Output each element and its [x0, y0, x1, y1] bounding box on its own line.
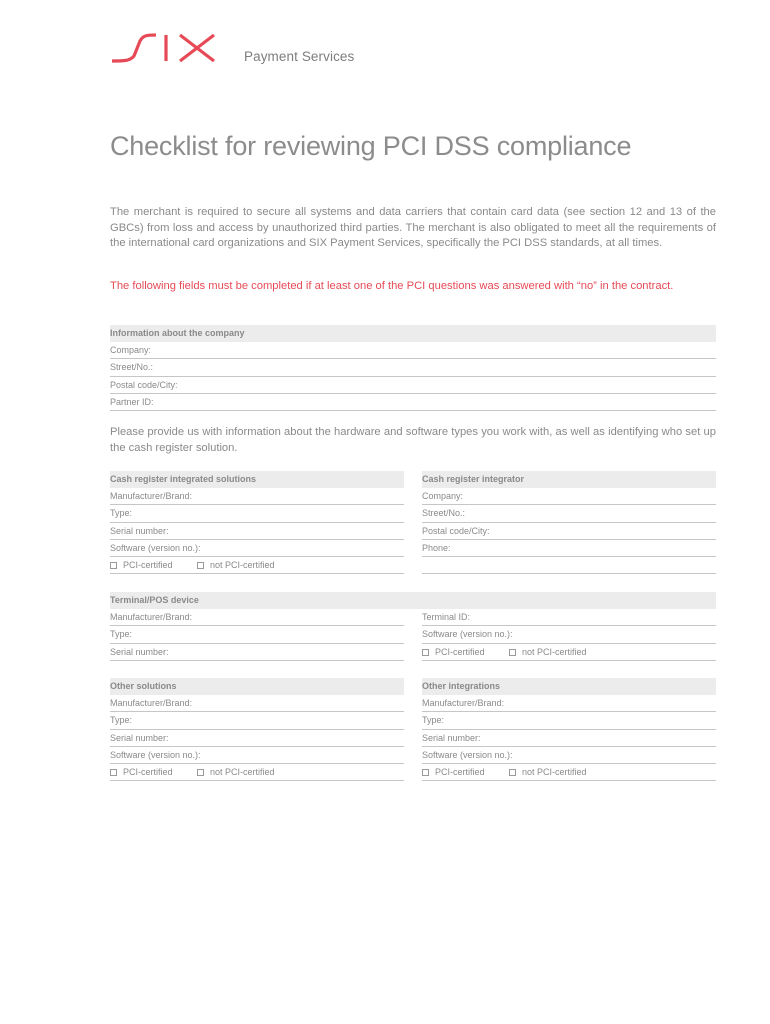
terminal-software-field[interactable]: Software (version no.):: [422, 626, 716, 643]
integrator-postal-city-field[interactable]: Postal code/City:: [422, 523, 716, 540]
integration-software-field[interactable]: Software (version no.):: [422, 747, 716, 764]
six-logo: [110, 32, 218, 64]
terminal-id-field[interactable]: Terminal ID:: [422, 609, 716, 626]
page-title: Checklist for reviewing PCI DSS compliance: [110, 131, 632, 161]
pci-certified-option[interactable]: PCI-certified: [110, 557, 173, 574]
other-type-field[interactable]: Type:: [110, 712, 404, 729]
cash-register-solutions-section: [110, 471, 404, 574]
checkbox-icon[interactable]: [110, 769, 117, 776]
type-field[interactable]: Type:: [110, 505, 404, 522]
software-version-field[interactable]: Software (version no.):: [110, 540, 404, 557]
serial-number-field[interactable]: Serial number:: [110, 523, 404, 540]
checkbox-icon[interactable]: [197, 562, 204, 569]
checkbox-icon[interactable]: [110, 562, 117, 569]
intro-paragraph: The merchant is required to secure all systems and data carriers that contain card data (see section 12 and 13 of the GBCs) from loss and access by unauthorized third parties. The merchant is also obligated to meet all the requirements of the international card organizations and SIX Payment Services, specifically the PCI DSS standards, at all times.: [110, 206, 716, 250]
terminal-heading: Terminal/POS device: [110, 592, 716, 609]
integration-manufacturer-field[interactable]: Manufacturer/Brand:: [422, 695, 716, 712]
terminal-type-field[interactable]: Type:: [110, 626, 404, 643]
company-section: [110, 325, 716, 411]
checkbox-icon[interactable]: [422, 649, 429, 656]
company-heading: Information about the company: [110, 325, 716, 342]
integrator-street-field[interactable]: Street/No.:: [422, 505, 716, 522]
integrator-blank-field[interactable]: [422, 557, 716, 574]
integration-serial-field[interactable]: Serial number:: [422, 730, 716, 747]
not-pci-certified-option[interactable]: not PCI-certified: [197, 764, 275, 781]
other-solutions-heading: Other solutions: [110, 678, 404, 695]
terminal-left-fields: [110, 609, 404, 661]
pci-certified-option[interactable]: PCI-certified: [110, 764, 173, 781]
checkbox-icon[interactable]: [197, 769, 204, 776]
certification-row: [110, 557, 404, 574]
checkbox-icon[interactable]: [422, 769, 429, 776]
other-software-field[interactable]: Software (version no.):: [110, 747, 404, 764]
checkbox-icon[interactable]: [509, 769, 516, 776]
partner-id-field[interactable]: Partner ID:: [110, 394, 716, 411]
cash-register-integrator-heading: Cash register integrator: [422, 471, 716, 488]
brand-subtitle: Payment Services: [244, 49, 355, 64]
manufacturer-field[interactable]: Manufacturer/Brand:: [110, 488, 404, 505]
integration-type-field[interactable]: Type:: [422, 712, 716, 729]
other-integrations-section: [422, 678, 716, 781]
other-certification-row: [110, 764, 404, 781]
terminal-manufacturer-field[interactable]: Manufacturer/Brand:: [110, 609, 404, 626]
other-manufacturer-field[interactable]: Manufacturer/Brand:: [110, 695, 404, 712]
checkbox-icon[interactable]: [509, 649, 516, 656]
other-integrations-heading: Other integrations: [422, 678, 716, 695]
notice-paragraph: The following fields must be completed if at least one of the PCI questions was answered with “no” in the contract.: [110, 280, 674, 292]
integrator-company-field[interactable]: Company:: [422, 488, 716, 505]
cash-register-solutions-heading: Cash register integrated solutions: [110, 471, 404, 488]
not-pci-certified-option[interactable]: not PCI-certified: [197, 557, 275, 574]
other-serial-field[interactable]: Serial number:: [110, 730, 404, 747]
integrator-phone-field[interactable]: Phone:: [422, 540, 716, 557]
company-field[interactable]: Company:: [110, 342, 716, 359]
hardware-intro-paragraph: Please provide us with information about the hardware and software types you work with, as well as identifying who set up the cash register solution.: [110, 426, 716, 454]
not-pci-certified-option[interactable]: not PCI-certified: [509, 764, 587, 781]
terminal-section: [110, 592, 716, 609]
cash-register-integrator-section: [422, 471, 716, 574]
postal-city-field[interactable]: Postal code/City:: [110, 377, 716, 394]
terminal-serial-field[interactable]: Serial number:: [110, 644, 404, 661]
integration-certification-row: [422, 764, 716, 781]
terminal-right-fields: [422, 609, 716, 661]
terminal-certification-row: [422, 644, 716, 661]
pci-certified-option[interactable]: PCI-certified: [422, 644, 485, 661]
street-field[interactable]: Street/No.:: [110, 359, 716, 376]
pci-certified-option[interactable]: PCI-certified: [422, 764, 485, 781]
other-solutions-section: [110, 678, 404, 781]
not-pci-certified-option[interactable]: not PCI-certified: [509, 644, 587, 661]
